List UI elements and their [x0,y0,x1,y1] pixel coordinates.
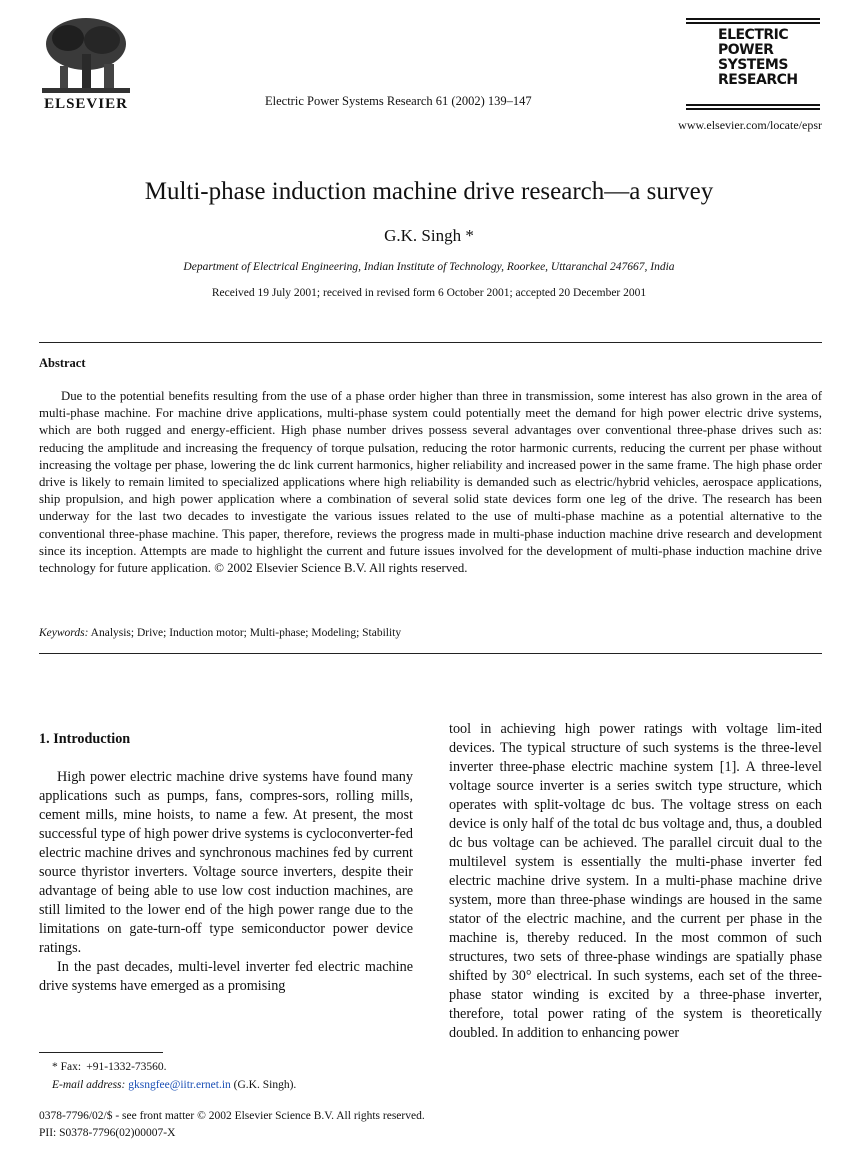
footnote-email [52,1076,296,1094]
keywords-label: Keywords: [39,627,89,639]
author-affiliation: Department of Electrical Engineering, Indian Institute of Technology, Roorkee, Uttaranchal 247667, India [183,261,675,273]
abstract-heading: Abstract [39,356,86,370]
divider [39,342,822,343]
publisher-name: ELSEVIER [44,96,128,112]
footnotes [52,1058,296,1094]
pii-line: PII: S0378-7796(02)00007-X [39,1127,176,1139]
article-title: Multi-phase induction machine drive research—a survey [144,178,714,205]
copyright-line: 0378-7796/02/$ - see front matter © 2002 Elsevier Science B.V. All rights reserved. [39,1110,425,1122]
journal-url[interactable]: www.elsevier.com/locate/epsr [678,118,822,132]
journal-reference: Electric Power Systems Research 61 (2002) 139–147 [265,94,532,108]
body-paragraph: In the past decades, multi-level inverter fed electric machine drive systems have emerged as a promising [39,959,413,994]
email-label: E-mail address: [52,1079,126,1091]
abstract-text: Due to the potential benefits resulting from the use of a phase order higher than three in transmission, some interest has also grown in the area of multi-phase machine. For machine drive applications, multi-phase system could potentially meet the demand for high power electric drive systems, which are both rugged and energy-efficient. High phase number drives possess several advantages over conventional three-phase drives such as: reducing the amplitude and increasing the frequency of torque pulsation, reducing the rotor harmonic currents, reducing the current per phase without increasing the voltage per phase, lowering the dc link current harmonics, higher reliability and increased power in the same frame. The high phase order drive is likely to remain limited to specialized applications where high reliability is demanded such as electric/hybrid vehicles, aerospace applications, ship propulsion, and high power application where a combination of several solid state devices form one leg of the drive. The research has been underway for the last two decades to investigate the various issues related to the use of multi-phase machine as a potential alternative to the conventional three-phase machine. This paper, therefore, reviews the progress made in multi-phase induction machine drive research and development since its inception. Attempts are made to highlight the current and future issues involved for the development of multi-phase induction machine drive technology for future application. © 2002 Elsevier Science B.V. All rights reserved. [39,389,822,576]
journal-logo-text: ELECTRIC POWER SYSTEMS RESEARCH [718,27,798,88]
body-right-column [449,720,822,1043]
footnote-divider [39,1052,163,1053]
body-paragraph: High power electric machine drive systems have found many applications such as pumps, fans, compres-sors, rolling mills, cement mills, mine hoists, to name a few. At present, the most successful type of high power drive systems is cycloconverter-fed electric machine drives and synchronous machines fed by current source thyristor inverters. Voltage source inverters, despite their advantage of being able to use low cost induction machines, are still limited to the lower end of the high power range due to the limitations on gate-turn-off type semiconductor power device ratings. [39,769,413,956]
email-suffix: (G.K. Singh). [233,1079,297,1091]
page-footer [39,1108,425,1142]
received-dates: Received 19 July 2001; received in revised form 6 October 2001; accepted 20 December 2001 [211,287,647,299]
section-heading: 1. Introduction [39,731,131,747]
email-link[interactable]: gksngfee@iitr.ernet.in [128,1079,231,1091]
keywords-text: Analysis; Drive; Induction motor; Multi-phase; Modeling; Stability [90,627,402,639]
article-author: G.K. Singh * [384,226,474,245]
footnote-fax: * Fax: +91-1332-73560. [52,1061,167,1073]
divider [39,653,822,654]
body-paragraph: tool in achieving high power ratings with voltage lim-ited devices. The typical structure of such systems is the three-level inverter three-phase electric machine system [1]. A three-level voltage source inverter is a series switch type structure, which operates with split-voltage dc bus. The voltage stress on each device is only half of the total dc bus voltage and, thus, a doubled dc bus voltage can be achieved. The parallel circuit dual to the multilevel system is essentially the multi-phase inverter fed electric machine drive system. In a multi-phase machine drive system, more than three-phase windings are housed in the same stator of the electric machine, and the current per phase in the machine is, thereby reduced. In the most common of such structures, two sets of three-phase windings are spatially phase shifted by 30° electrical. In such systems, each set of the three-phase stator winding is excited by a three-phase inverter, therefore, total power rating of the system is theoretically doubled. In addition to enhancing power [449,721,822,1041]
journal-logo [686,18,820,110]
body-left-column [39,730,413,996]
keywords [39,627,401,639]
